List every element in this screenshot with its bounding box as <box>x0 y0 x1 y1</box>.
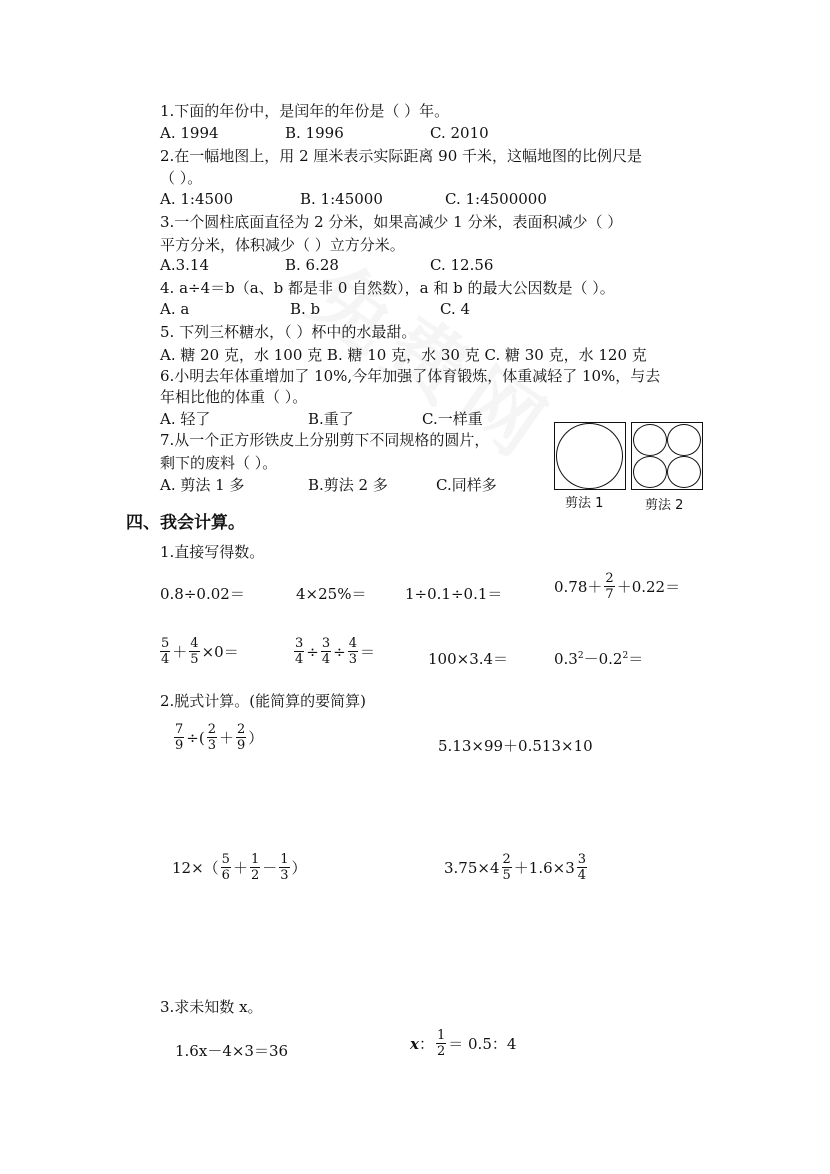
q2-text: 2.在一幅地图上，用 2 厘米表示实际距离 90 千米，这幅地图的比例尺是 <box>160 147 643 165</box>
q2-option-c: C. 1:4500000 <box>445 190 547 208</box>
q5-text: 5. 下列三杯糖水，（ ）杯中的水最甜。 <box>160 323 417 341</box>
small-circle <box>667 424 701 456</box>
q3-text: 3.一个圆柱底面直径为 2 分米，如果高减少 1 分米，表面积减少（ ） <box>160 213 623 231</box>
fraction: $\frac{4}{3}$ <box>348 636 357 667</box>
cut-method-2-figure <box>631 422 703 490</box>
q3-option-c: C. 12.56 <box>430 256 494 274</box>
q3-text-cont: 平方分米，体积减少（ ）立方分米。 <box>160 236 405 254</box>
part3-title: 3.求未知数 x。 <box>160 998 263 1016</box>
q1-option-b: B. 1996 <box>285 124 344 142</box>
equation: x ： $\frac{1}{2}$ ＝ 0.5：4 <box>410 1028 517 1059</box>
section-title: 四、我会计算。 <box>126 513 245 533</box>
fraction: $\frac{1}{3}$ <box>280 852 289 883</box>
expr-part: ＋0.22＝ <box>616 578 681 596</box>
fraction: $\frac{1}{2}$ <box>436 1028 446 1059</box>
q4-option-a: A. a <box>160 300 190 318</box>
equation: 1.6x－4×3＝36 <box>175 1042 289 1060</box>
part2-title: 2.脱式计算。(能简算的要简算) <box>160 692 367 710</box>
q7-text-cont: 剩下的废料（ ）。 <box>160 454 278 472</box>
calc-expr: $\frac{5}{4}$ ＋ $\frac{4}{5}$ ×0＝ <box>161 636 239 667</box>
q2-option-a: A. 1:4500 <box>160 190 234 208</box>
fraction: $\frac{7}{9}$ <box>175 722 184 753</box>
q6-text: 6.小明去年体重增加了 10%,今年加强了体育锻炼，体重减轻了 10%，与去 <box>160 367 661 385</box>
calc-expr: 1÷0.1÷0.1＝ <box>405 585 503 603</box>
calc-expr: 12×（ $\frac{5}{6}$ ＋ $\frac{1}{2}$ － $\frac{1}{3}$ ） <box>172 852 307 883</box>
q7-text: 7.从一个正方形铁皮上分别剪下不同规格的圆片， <box>160 431 490 449</box>
calc-expr: 0.8÷0.02＝ <box>160 585 245 603</box>
q1-text: 1.下面的年份中，是闰年的年份是（ ）年。 <box>160 102 450 120</box>
part1-title: 1.直接写得数。 <box>160 543 265 561</box>
q7-option-a: A. 剪法 1 多 <box>160 476 245 494</box>
q6-option-b: B.重了 <box>308 410 354 428</box>
q2-option-b: B. 1:45000 <box>300 190 383 208</box>
fraction: $\frac{3}{4}$ <box>577 852 587 883</box>
cut-method-2-caption: 剪法 2 <box>645 498 684 513</box>
fraction: $\frac{3}{4}$ <box>321 636 331 667</box>
calc-expr: 3.75×4 $\frac{2}{5}$ ＋1.6×3 $\frac{3}{4}$ <box>444 852 587 883</box>
fraction: $\frac{2}{9}$ <box>237 722 246 753</box>
calc-expr: 4×25%＝ <box>296 585 367 603</box>
q7-option-c: C.同样多 <box>436 476 497 494</box>
fraction: $\frac{2}{3}$ <box>207 722 216 753</box>
fraction: $\frac{5}{4}$ <box>161 636 170 667</box>
fraction: $\frac{3}{4}$ <box>295 636 304 667</box>
small-circle <box>667 456 701 488</box>
q6-text-cont: 年相比他的体重（ ）。 <box>160 388 308 406</box>
large-circle <box>556 423 623 489</box>
calc-expr: 100×3.4＝ <box>428 650 509 668</box>
q4-option-c: C. 4 <box>440 300 471 318</box>
small-circle <box>633 456 667 488</box>
q6-option-a: A. 轻了 <box>160 410 211 428</box>
calc-expr: $0.3^2-0.2^2=$ <box>554 650 644 668</box>
small-circle <box>633 424 667 456</box>
cut-method-1-figure <box>554 422 626 490</box>
q1-option-a: A. 1994 <box>160 124 219 142</box>
expr-part: 0.78＋ <box>554 578 603 596</box>
calc-expr: $\frac{3}{4}$ ÷ $\frac{3}{4}$ ÷ $\frac{4}{3}$ ＝ <box>295 636 376 667</box>
q5-options: A. 糖 20 克，水 100 克 B. 糖 10 克，水 30 克 C. 糖 30 克，水 120 克 <box>160 346 647 364</box>
fraction: $\frac{1}{2}$ <box>250 852 260 883</box>
q7-option-b: B.剪法 2 多 <box>308 476 388 494</box>
q6-option-c: C.一样重 <box>422 410 483 428</box>
q3-option-a: A.3.14 <box>160 256 209 274</box>
q4-text: 4. a÷4＝b（a、b 都是非 0 自然数），a 和 b 的最大公因数是（ ）。 <box>160 279 615 297</box>
q2-text-cont: （ ）。 <box>160 169 203 187</box>
fraction: $\frac{5}{6}$ <box>221 852 230 883</box>
q3-option-b: B. 6.28 <box>285 256 339 274</box>
q1-option-c: C. 2010 <box>430 124 489 142</box>
calc-expr: $\frac{7}{9}$ ÷( $\frac{2}{3}$ ＋ $\frac{2}{9}$ ） <box>175 722 264 753</box>
q4-option-b: B. b <box>290 300 321 318</box>
calc-expr: 5.13×99＋0.513×10 <box>438 737 593 755</box>
cut-method-1-caption: 剪法 1 <box>565 496 604 511</box>
fraction: $\frac{2}{5}$ <box>502 852 511 883</box>
calc-expr <box>554 571 680 602</box>
fraction: $\frac{4}{5}$ <box>190 636 199 667</box>
fraction: $\frac{2}{7}$ <box>605 571 614 602</box>
